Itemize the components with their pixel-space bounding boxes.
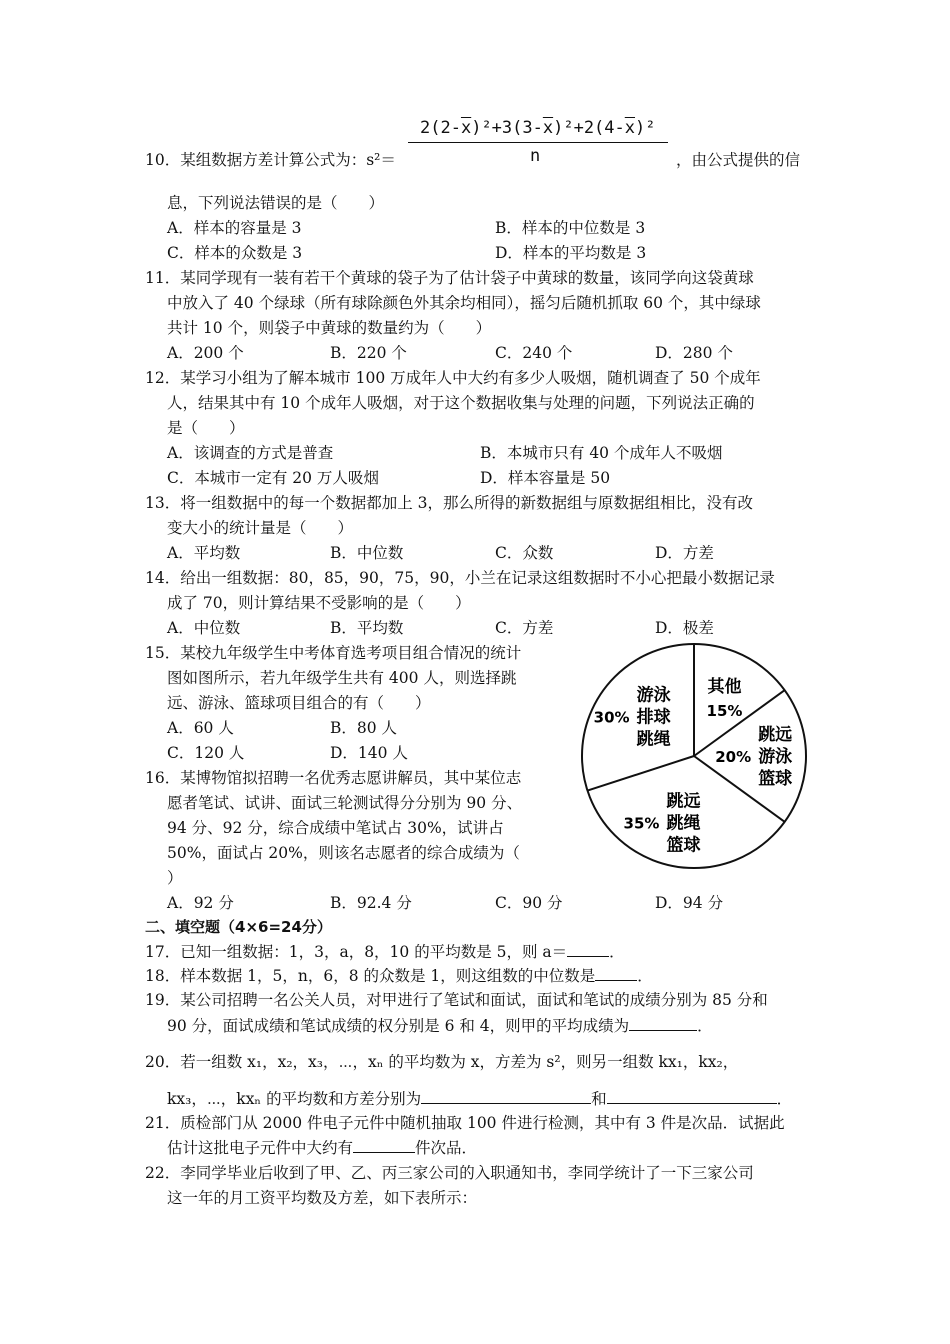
q12-option-a[interactable]: A．该调查的方式是普查 [167, 444, 334, 462]
q15-line3: 远、游泳、篮球项目组合的有（ ） [167, 694, 431, 712]
pie-label-text: 跳绳 [636, 729, 671, 750]
pie-label-text: 跳绳 [666, 813, 701, 834]
q10-option-b[interactable]: B．样本的中位数是 3 [495, 219, 646, 237]
pie-label-text: 篮球 [758, 769, 793, 789]
q19-line1: 19．某公司招聘一名公关人员，对甲进行了笔试和面试，面试和笔试的成绩分别为 85 分和 [145, 991, 768, 1009]
q15-line1: 15．某校九年级学生中考体育选考项目组合情况的统计 [145, 644, 522, 662]
pie-label-text: 游泳 [758, 747, 793, 767]
q13-option-d[interactable]: D．方差 [655, 544, 714, 562]
q20-line1: 20．若一组数 x₁，x₂，x₃，⋯，xₙ 的平均数为 x，方差为 s²，则另一组数 kx₁，kx₂， [145, 1053, 739, 1071]
q16-option-b[interactable]: B．92.4 分 [330, 894, 412, 912]
section-fill-in-heading: 二、填空题（4×6=24分） [145, 918, 332, 936]
pie-label-text: 跳远 [758, 725, 793, 745]
q11-line2: 中放入了 40 个绿球（所有球除颜色外其余均相同），摇匀后随机抓取 60 个，其中绿球 [167, 294, 761, 312]
q21-line2: 估计这批电子元件中大约有 件次品． [167, 1139, 478, 1157]
q11-line3: 共计 10 个，则袋子中黄球的数量约为（ ） [167, 319, 492, 337]
q22-line1: 22．李同学毕业后收到了甲、乙、丙三家公司的入职通知书，李同学统计了一下三家公司 [145, 1164, 754, 1182]
q22-line2: 这一年的月工资平均数及方差，如下表所示： [167, 1189, 478, 1207]
q20-variance-blank[interactable] [607, 1088, 777, 1104]
q14-option-b[interactable]: B．平均数 [330, 619, 404, 637]
q20-line2: kx₃，⋯，kxₙ 的平均数和方差分别为 和 ． [167, 1090, 793, 1108]
q15-option-a[interactable]: A．60 人 [167, 719, 234, 737]
q14-line2: 成了 70，则计算结果不受影响的是（ ） [167, 594, 471, 612]
variance-formula-denominator: n [530, 146, 541, 166]
pie-percent-text: 35% [623, 814, 660, 833]
pie-label-text: 篮球 [666, 835, 701, 856]
q15-option-d[interactable]: D．140 人 [330, 744, 408, 762]
q16-line3: 94 分、92 分，综合成绩中笔试占 30%，试讲占 [167, 819, 504, 837]
q12-option-d[interactable]: D．样本容量是 50 [480, 469, 611, 487]
q10-option-d[interactable]: D．样本的平均数是 3 [495, 244, 647, 262]
q21-answer-blank[interactable] [353, 1137, 415, 1153]
q14-option-c[interactable]: C．方差 [495, 619, 554, 637]
q11-line1: 11．某同学现有一装有若干个黄球的袋子为了估计袋子中黄球的数量，该同学向这袋黄球 [145, 269, 754, 287]
q16-line1: 16．某博物馆拟招聘一名优秀志愿讲解员，其中某位志 [145, 769, 522, 787]
q10-line1-suffix: ，由公式提供的信 [676, 151, 801, 169]
pie-percent-text: 15% [706, 702, 743, 721]
pie-label-text: 其他 [707, 677, 742, 698]
q13-line1: 13．将一组数据中的每一个数据都加上 3，那么所得的新数据组与原数据组相比，没有改 [145, 494, 754, 512]
q10-option-a[interactable]: A．样本的容量是 3 [167, 219, 302, 237]
q16-line2: 愿者笔试、试讲、面试三轮测试得分分别为 90 分、 [167, 794, 523, 812]
pie-percent-text: 30% [593, 708, 630, 727]
q10-line2: 息，下列说法错误的是（ ） [167, 194, 385, 212]
q11-option-d[interactable]: D．280 个 [655, 344, 733, 362]
pie-chart [578, 640, 810, 872]
q17-line: 17．已知一组数据：1，3，a，8，10 的平均数是 5，则 a＝ ． [145, 943, 625, 961]
q12-line2: 人，结果其中有 10 个成年人吸烟，对于这个数据收集与处理的问题，下列说法正确的 [167, 394, 755, 412]
q16-option-d[interactable]: D．94 分 [655, 894, 724, 912]
q11-option-c[interactable]: C．240 个 [495, 344, 573, 362]
pie-label-text: 游泳 [636, 685, 671, 706]
q18-line: 18．样本数据 1，5，n，6，8 的众数是 1，则这组数的中位数是 ． [145, 967, 653, 985]
q20-mean-blank[interactable] [421, 1088, 591, 1104]
q12-line3: 是（ ） [167, 419, 245, 437]
q16-option-a[interactable]: A．92 分 [167, 894, 234, 912]
q10-option-c[interactable]: C．样本的众数是 3 [167, 244, 303, 262]
q15-line2: 图如图所示，若九年级学生共有 400 人，则选择跳 [167, 669, 517, 687]
q16-option-c[interactable]: C．90 分 [495, 894, 563, 912]
q15-option-b[interactable]: B．80 人 [330, 719, 398, 737]
q21-line1: 21．质检部门从 2000 件电子元件中随机抽取 100 件进行检测，其中有 3 件是次品．试据此 [145, 1114, 785, 1132]
q12-option-c[interactable]: C．本城市一定有 20 万人吸烟 [167, 469, 379, 487]
q15-option-c[interactable]: C．120 人 [167, 744, 245, 762]
q13-option-a[interactable]: A．平均数 [167, 544, 241, 562]
q11-option-b[interactable]: B．220 个 [330, 344, 407, 362]
q13-line2: 变大小的统计量是（ ） [167, 519, 354, 537]
q19-line2: 90 分，面试成绩和笔试成绩的权分别是 6 和 4，则甲的平均成绩为 ． [167, 1017, 713, 1035]
q14-option-a[interactable]: A．中位数 [167, 619, 241, 637]
variance-formula-numerator: $2(2-\overline{x})^2+3(3-\overline{x})^2+2(4-\overline{x})^2$ [420, 118, 656, 138]
q16-line5: ） [167, 869, 183, 887]
fraction-bar [408, 142, 668, 143]
q11-option-a[interactable]: A．200 个 [167, 344, 244, 362]
q17-answer-blank[interactable] [567, 941, 609, 957]
q14-line1: 14．给出一组数据：80，85，90，75，90，小兰在记录这组数据时不小心把最小数据记录 [145, 569, 775, 587]
q13-option-b[interactable]: B．中位数 [330, 544, 404, 562]
q19-answer-blank[interactable] [629, 1015, 697, 1031]
pie-percent-text: 20% [715, 748, 752, 766]
pie-label-text: 跳远 [666, 791, 701, 812]
q13-option-c[interactable]: C．众数 [495, 544, 554, 562]
q16-line4: 50%，面试占 20%，则该名志愿者的综合成绩为（ [167, 844, 520, 862]
q14-option-d[interactable]: D．极差 [655, 619, 714, 637]
q12-line1: 12．某学习小组为了解本城市 100 万成年人中大约有多少人吸烟，随机调查了 50 个成年 [145, 369, 761, 387]
pie-label-text: 排球 [636, 707, 671, 728]
q18-answer-blank[interactable] [595, 965, 637, 981]
q12-option-b[interactable]: B．本城市只有 40 个成年人不吸烟 [480, 444, 723, 462]
q10-line1: 10．某组数据方差计算公式为：s²＝ [145, 151, 396, 169]
